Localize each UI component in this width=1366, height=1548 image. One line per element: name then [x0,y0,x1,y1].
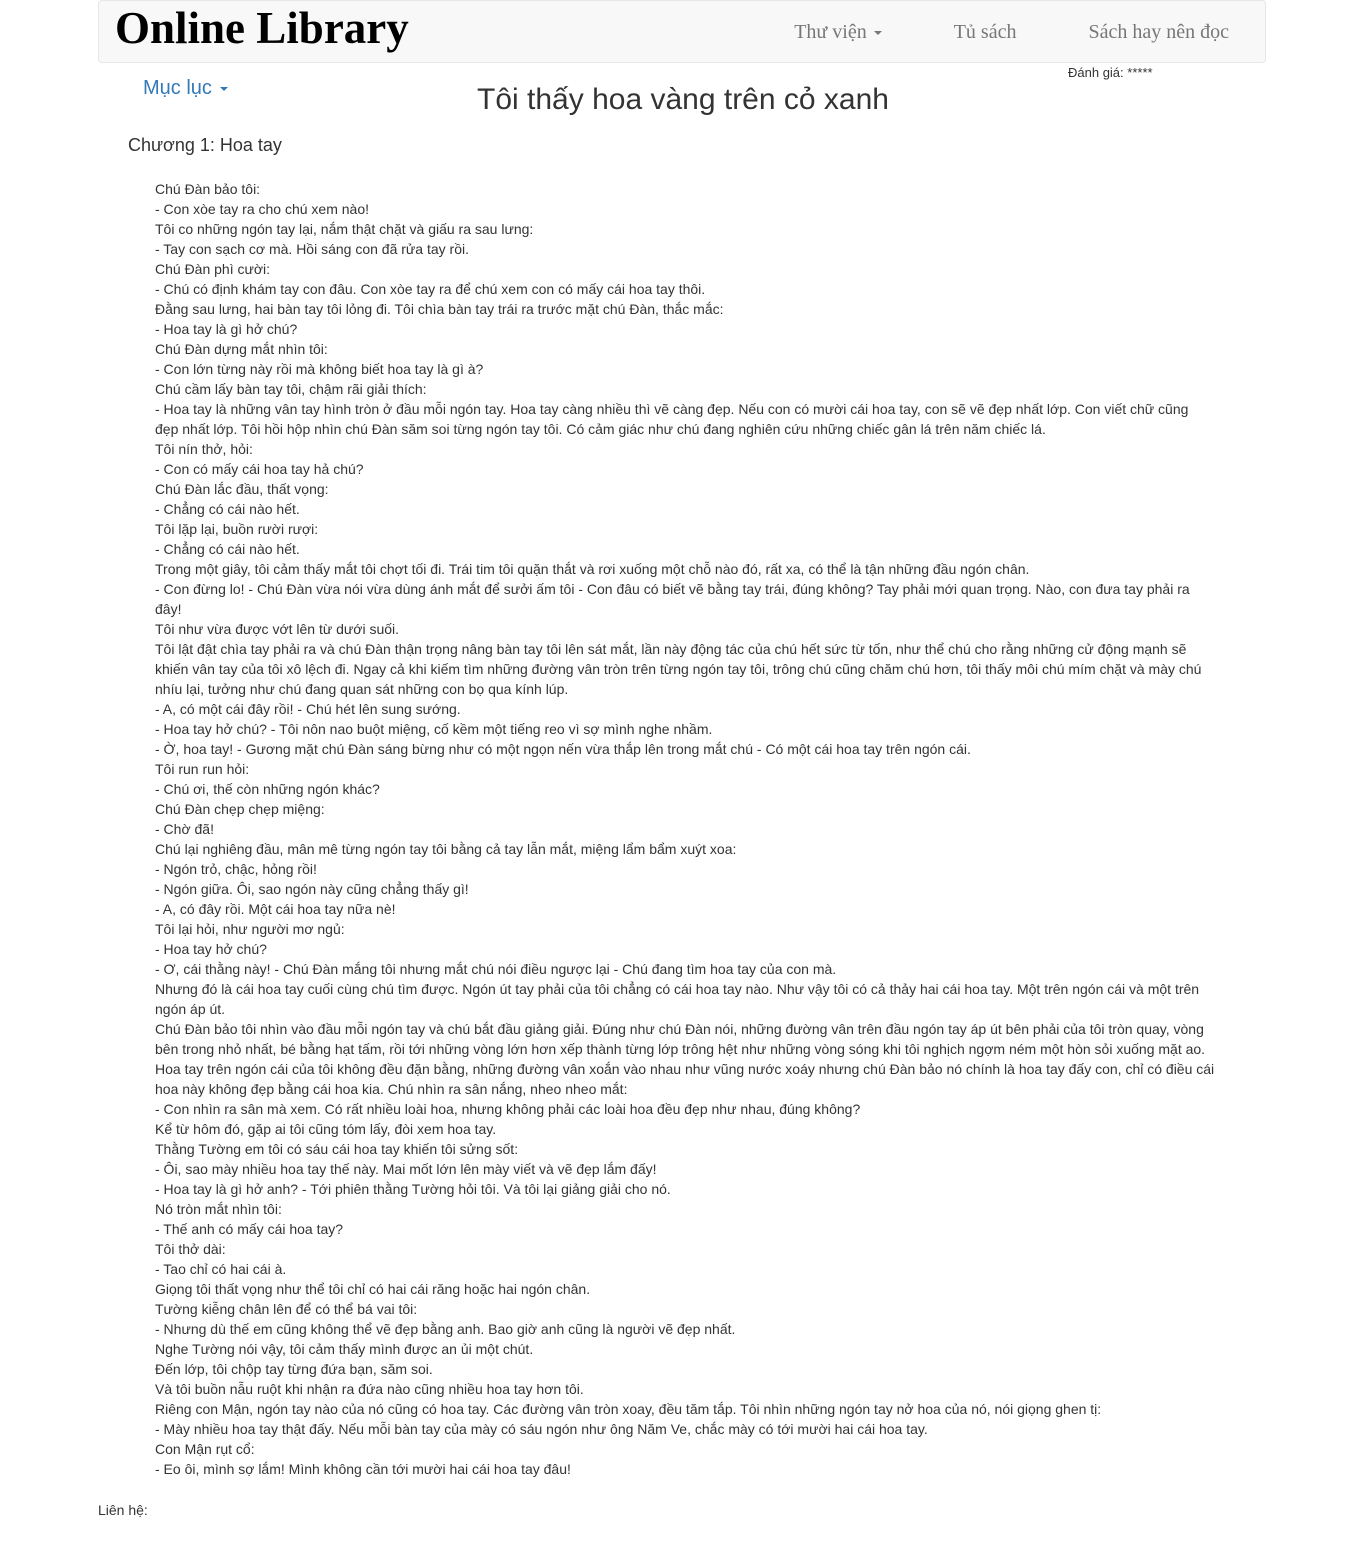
nav-bookshelf-label: Tủ sách [953,21,1017,43]
content-paragraph: - Chờ đã! [155,821,214,837]
chapter-title: Chương 1: Hoa tay [128,135,282,155]
content-paragraph: Tôi như vừa được vớt lên từ dưới suối. [155,621,400,637]
content-paragraph: - Chẳng có cái nào hết. [155,501,300,517]
content-paragraph: - A, có đây rồi. Một cái hoa tay nữa nè! [155,901,396,917]
content-paragraph: - Ờ, hoa tay! - Gương mặt chú Đàn sáng bừng như có một ngọn nến vừa thắp lên trong mắt chú - Có một cái hoa tay trên ngón cái. [155,741,971,757]
nav-recommended-link[interactable] [1052,21,1265,44]
content-paragraph: - Chẳng có cái nào hết. [155,541,300,557]
brand-logo[interactable]: Online Library [115,3,409,53]
content-paragraph: Chú Đàn dựng mắt nhìn tôi: [155,341,328,357]
footer-contact: Liên hệ: [98,1502,148,1518]
content-paragraph: Giọng tôi thất vọng như thể tôi chỉ có hai cái răng hoặc hai ngón chân. [155,1281,591,1297]
content-paragraph: - Chú ơi, thế còn những ngón khác? [155,781,380,797]
navbar [98,0,1266,63]
content-paragraph: Tôi co những ngón tay lại, nắm thật chặt và giấu ra sau lưng: [155,221,534,237]
content-paragraph: Kể từ hôm đó, gặp ai tôi cũng tóm lấy, đòi xem hoa tay. [155,1121,497,1137]
content-paragraph: - Hoa tay hở chú? - Tôi nôn nao buột miệng, cố kềm một tiếng reo vì sợ mình nghe nhầm. [155,721,713,737]
content-paragraph: Thằng Tường em tôi có sáu cái hoa tay khiến tôi sửng sốt: [155,1141,519,1157]
nav-links [758,1,1265,64]
content-paragraph: Tôi run run hỏi: [155,761,250,777]
content-paragraph: - Thế anh có mấy cái hoa tay? [155,1221,344,1237]
content-paragraph: Tôi lật đật chìa tay phải ra và chú Đàn thận trọng nâng bàn tay tôi lên sát mắt, lần này động tác của chú hết sức từ tốn, như thể chú cho rằng những cử động mạnh sẽ khiến vân tay của tôi xô lệch đi. Ngay cả khi kiếm tìm những đường vân tròn trên từng ngón tay tôi, trông chú cũng chăm chú hơn, tôi thấy môi chú mím chặt và mày chú nhíu lại, tưởng như chú đang quan sát những con bọ qua kính lúp. [155,641,1202,697]
content-paragraph: - Con đừng lo! - Chú Đàn vừa nói vừa dùng ánh mắt để sưởi ấm tôi - Con đâu có biết vẽ bằng tay trái, đúng không? Tay phải mới quan trọng. Nào, con đưa tay phải ra đây! [155,581,1190,617]
content-paragraph: Đằng sau lưng, hai bàn tay tôi lỏng đi. Tôi chìa bàn tay trái ra trước mặt chú Đàn, thắc mắc: [155,301,724,317]
content-paragraph: - A, có một cái đây rồi! - Chú hét lên sung sướng. [155,701,461,717]
content-paragraph: - Tay con sạch cơ mà. Hồi sáng con đã rửa tay rồi. [155,241,469,257]
content-paragraph: - Hoa tay là những vân tay hình tròn ở đầu mỗi ngón tay. Hoa tay càng nhiều thì vẽ càng đẹp. Nếu con có mười cái hoa tay, con sẽ vẽ đẹp nhất lớp. Con viết chữ cũng đẹp nhất lớp. Tôi hồi hộp nhìn chú Đàn săm soi từng ngón tay tôi. Có cảm giác như chú đang nghiên cứu những chiếc gân lá trên năm chiếc lá. [155,401,1189,437]
book-title: Tôi thấy hoa vàng trên cỏ xanh [477,83,889,116]
content-paragraph: - Hoa tay là gì hở anh? - Tới phiên thằng Tường hỏi tôi. Và tôi lại giảng giải cho nó. [155,1181,671,1197]
content-paragraph: - Con có mấy cái hoa tay hả chú? [155,461,364,477]
content-paragraph: - Hoa tay là gì hở chú? [155,321,298,337]
content-paragraph: Nghe Tường nói vậy, tôi cảm thấy mình được an ủi một chút. [155,1341,534,1357]
content-paragraph: - Tao chỉ có hai cái à. [155,1261,287,1277]
content-paragraph: - Nhưng dù thế em cũng không thể vẽ đẹp bằng anh. Bao giờ anh cũng là người vẽ đẹp nhất. [155,1321,736,1337]
content-paragraph: Chú cầm lấy bàn tay tôi, chậm rãi giải thích: [155,381,427,397]
content-paragraph: Trong một giây, tôi cảm thấy mắt tôi chợt tối đi. Trái tim tôi quặn thắt và rơi xuống một chỗ nào đó, rất xa, có thể là tận những đầu ngón chân. [155,561,1030,577]
content-paragraph: Tôi lặp lại, buồn rười rượi: [155,521,319,537]
content-paragraph: Riêng con Mận, ngón tay nào của nó cũng có hoa tay. Các đường vân tròn xoay, đều tăm tắp. Tôi nhìn những ngón tay nở hoa của nó, nói giọng ghen tị: [155,1401,1102,1417]
content-paragraph: - Hoa tay hở chú? [155,941,267,957]
toc-label: Mục lục [143,77,212,99]
content-paragraph: Chú Đàn chẹp chẹp miệng: [155,801,325,817]
content-paragraph: - Con xòe tay ra cho chú xem nào! [155,201,369,217]
content-paragraph: Chú Đàn bảo tôi nhìn vào đầu mỗi ngón tay và chú bắt đầu giảng giải. Đúng như chú Đàn nói, những đường vân trên đầu ngón tay áp út bên phải của tôi tròn quay, vòng bên trong nhỏ nhất, bé bằng hạt tấm, rồi tới những vòng lớn hơn xếp thành từng lớp trông hệt như những vòng sóng khi tôi nghịch ngợm ném một hòn sỏi xuống mặt ao. Hoa tay trên ngón cái của tôi không đều đặn bằng, những đường vân xoắn vào nhau như vũng nước xoáy nhưng chú Đàn bảo nó chính là hoa tay đấy con, chỉ có điều cái hoa này không đẹp bằng cái hoa kia. Chú nhìn ra sân nắng, nheo nheo mắt: [155,1021,1215,1097]
content-paragraph: - Mày nhiều hoa tay thật đấy. Nếu mỗi bàn tay của mày có sáu ngón như ông Năm Ve, chắc mày có tới mười hai cái hoa tay. [155,1421,928,1437]
content-paragraph: Đến lớp, tôi chộp tay từng đứa bạn, săm soi. [155,1361,433,1377]
content-paragraph: - Ôi, sao mày nhiều hoa tay thế này. Mai mốt lớn lên mày viết và vẽ đẹp lắm đấy! [155,1161,657,1177]
content-paragraph: Tường kiễng chân lên để có thể bá vai tôi: [155,1301,418,1317]
content-paragraph: Chú Đàn lắc đầu, thất vọng: [155,481,329,497]
content-paragraph: Con Mận rụt cổ: [155,1441,255,1457]
content-paragraph: - Chú có định khám tay con đâu. Con xòe tay ra để chú xem con có mấy cái hoa tay thôi. [155,281,706,297]
content-paragraph: - Ơ, cái thằng này! - Chú Đàn mắng tôi nhưng mắt chú nói điều ngược lại - Chú đang tìm hoa tay của con mà. [155,961,837,977]
content-paragraph: Nhưng đó là cái hoa tay cuối cùng chú tìm được. Ngón út tay phải của tôi chẳng có cái hoa tay nào. Như vậy tôi có cả thảy hai cái hoa tay. Một trên ngón cái và một trên ngón áp út. [155,981,1200,1017]
caret-down-icon [874,31,882,35]
content-paragraph: - Eo ôi, mình sợ lắm! Mình không cần tới mười hai cái hoa tay đâu! [155,1461,571,1477]
content-paragraph: Nó tròn mắt nhìn tôi: [155,1201,282,1217]
content-paragraph: - Con nhìn ra sân mà xem. Có rất nhiều loài hoa, nhưng không phải các loài hoa đều đẹp như nhau, đúng không? [155,1101,861,1117]
content-paragraph: - Con lớn từng này rồi mà không biết hoa tay là gì à? [155,361,484,377]
content-paragraph: - Ngón trỏ, chậc, hỏng rồi! [155,861,317,877]
nav-library-label: Thư viện [794,21,867,43]
nav-recommended-label: Sách hay nên đọc [1088,21,1229,43]
nav-library-dropdown[interactable] [758,21,918,44]
chapter-content [155,179,1215,1479]
nav-bookshelf-link[interactable] [918,21,1053,44]
content-paragraph: - Ngón giữa. Ôi, sao ngón này cũng chẳng thấy gì! [155,881,469,897]
content-paragraph: Chú lại nghiêng đầu, mân mê từng ngón tay tôi bằng cả tay lẫn mắt, miệng lẩm bẩm xuýt xoa: [155,841,737,857]
content-paragraph: Và tôi buồn nẫu ruột khi nhận ra đứa nào cũng nhiều hoa tay hơn tôi. [155,1381,584,1397]
content-paragraph: Chú Đàn bảo tôi: [155,181,261,197]
content-paragraph: Tôi lại hỏi, như người mơ ngủ: [155,921,345,937]
rating-text: Đánh giá: ***** [1068,65,1153,80]
content-paragraph: Chú Đàn phì cười: [155,261,271,277]
content-paragraph: Tôi thở dài: [155,1241,226,1257]
content-paragraph: Tôi nín thở, hỏi: [155,441,253,457]
